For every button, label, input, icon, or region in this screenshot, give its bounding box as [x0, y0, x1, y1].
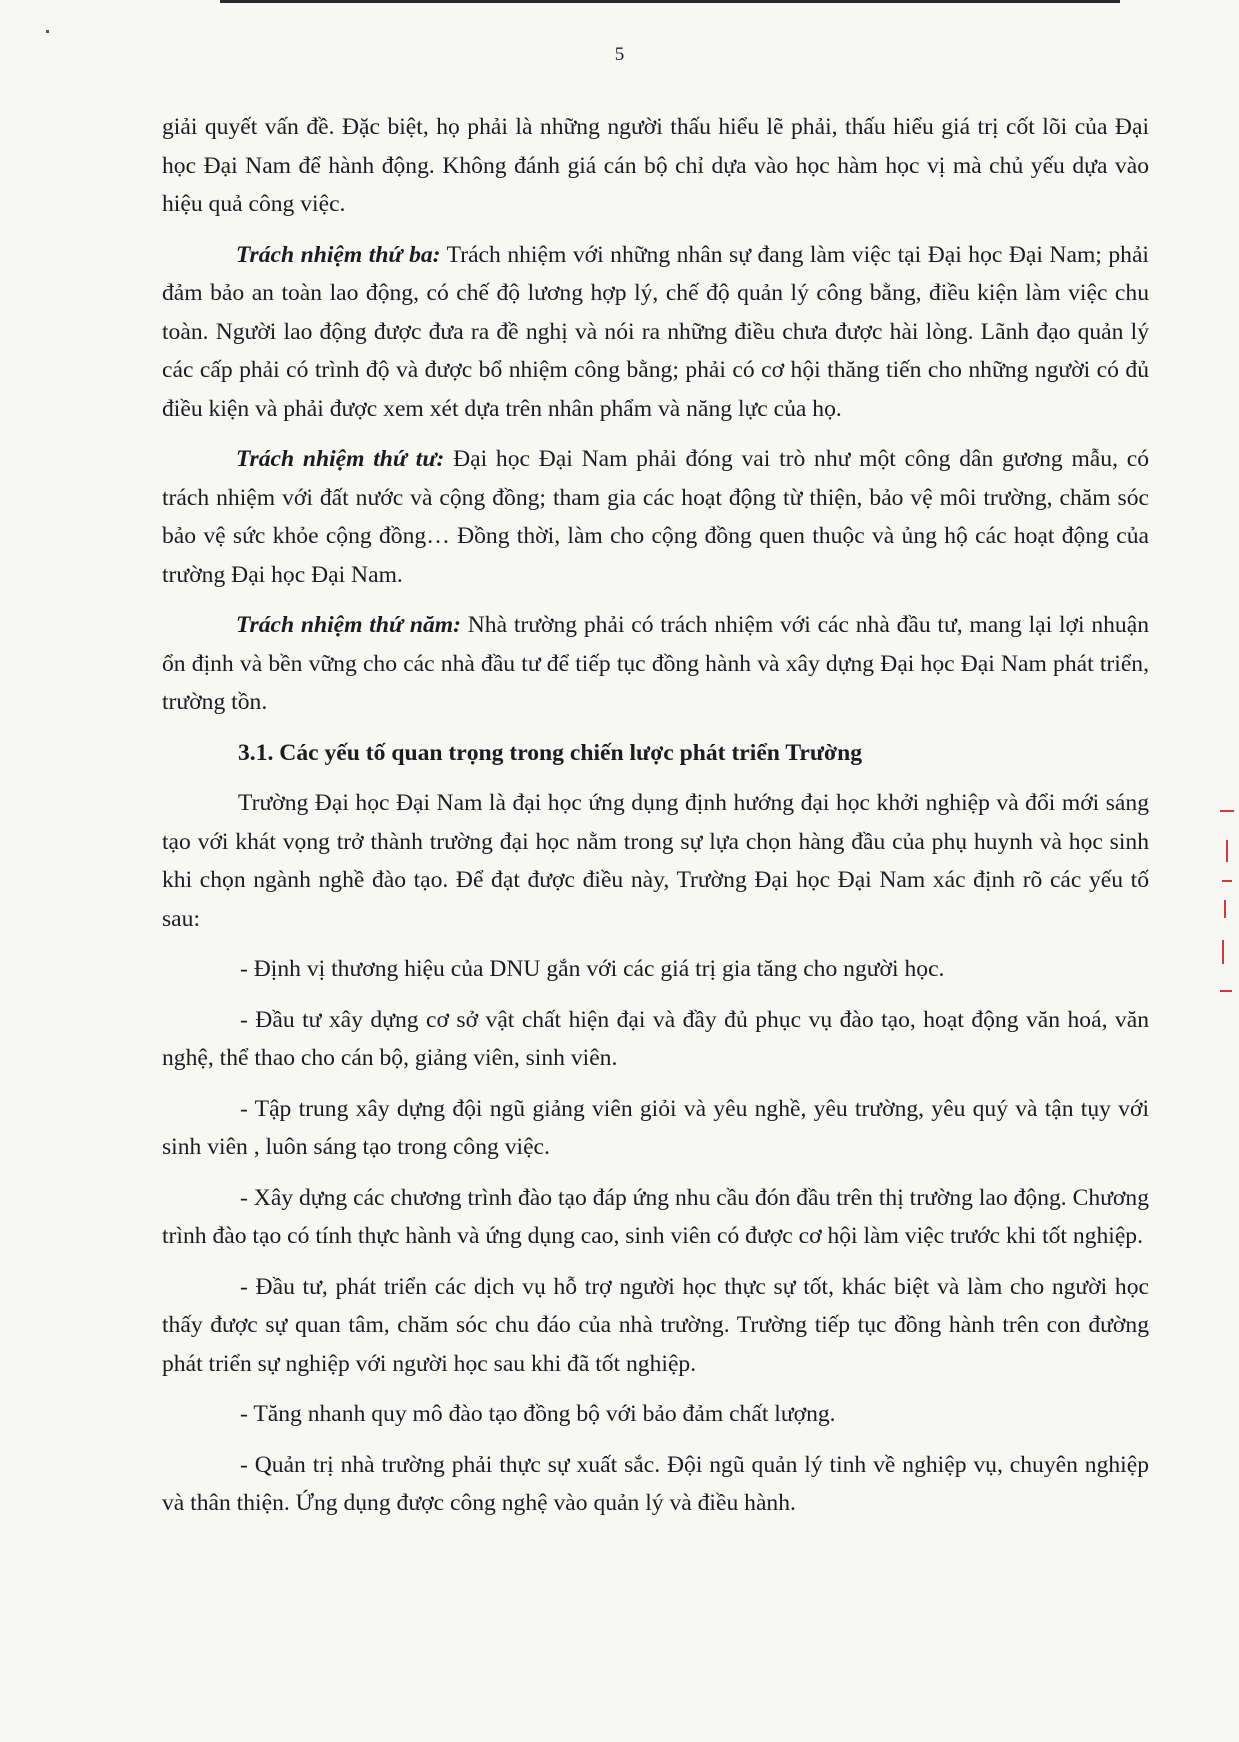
- top-border-line: [220, 0, 1120, 3]
- paragraph-text: Trách nhiệm với những nhân sự đang làm việc tại Đại học Đại Nam; phải đảm bảo an toàn lao động, có chế độ lương hợp lý, chế độ quản lý công bằng, điều kiện làm việc chu toàn. Người lao động được đưa ra đề nghị và nói ra những điều chưa được hài lòng. Lãnh đạo quản lý các cấp phải có trình độ và được bổ nhiệm công bằng; phải có cơ hội thăng tiến cho những người có đủ điều kiện và phải được xem xét dựa trên nhân phẩm và năng lực của họ.: [162, 241, 1149, 422]
- paragraph-lead: Trách nhiệm thứ tư:: [236, 446, 445, 472]
- paragraph-lead: Trách nhiệm thứ năm:: [236, 612, 461, 638]
- section-intro: Trường Đại học Đại Nam là đại học ứng dụng định hướng đại học khởi nghiệp và đổi mới sáng tạo với khát vọng trở thành trường đại học nằm trong sự lựa chọn hàng đầu của phụ huynh và học sinh khi chọn ngành nghề đào tạo. Để đạt được điều này, Trường Đại học Đại Nam xác định rõ các yếu tố sau:: [162, 790, 1149, 932]
- paragraph-text: Nhà trường phải có trách nhiệm với các nhà đầu tư, mang lại lợi nhuận ổn định và bền vững cho các nhà đầu tư để tiếp tục đồng hành và xây dựng Đại học Đại Nam phát triển, trường tồn.: [162, 612, 1149, 715]
- list-item: - Đầu tư xây dựng cơ sở vật chất hiện đại và đầy đủ phục vụ đào tạo, hoạt động văn hoá, văn nghệ, thể thao cho cán bộ, giảng viên, sinh viên.: [162, 1006, 1149, 1071]
- paragraph-responsibility-4: [162, 440, 1149, 594]
- paragraph-text: Đại học Đại Nam phải đóng vai trò như một công dân gương mẫu, có trách nhiệm với đất nước và cộng đồng; tham gia các hoạt động từ thiện, bảo vệ môi trường, chăm sóc bảo vệ sức khỏe cộng đồng… Đồng thời, làm cho cộng đồng quen thuộc và ủng hộ các hoạt động của trường Đại học Đại Nam.: [162, 446, 1149, 588]
- list-item: - Đầu tư, phát triển các dịch vụ hỗ trợ người học thực sự tốt, khác biệt và làm cho người học thấy được sự quan tâm, chăm sóc chu đáo của nhà trường. Trường tiếp tục đồng hành trên con đường phát triển sự nghiệp với người học sau khi đã tốt nghiệp.: [162, 1273, 1149, 1377]
- paragraph-lead: Trách nhiệm thứ ba:: [236, 241, 441, 268]
- paragraph-responsibility-3: [162, 236, 1149, 429]
- paragraph-responsibility-5: [162, 606, 1149, 722]
- list-item: - Xây dựng các chương trình đào tạo đáp ứng nhu cầu đón đầu trên thị trường lao động. Chương trình đào tạo có tính thực hành và ứng dụng cao, sinh viên có được cơ hội làm việc trước khi tốt nghiệp.: [162, 1184, 1149, 1249]
- document-body: [162, 108, 1149, 1523]
- list-item: - Quản trị nhà trường phải thực sự xuất sắc. Đội ngũ quản lý tinh về nghiệp vụ, chuyên nghiệp và thân thiện. Ứng dụng được công nghệ vào quản lý và điều hành.: [162, 1451, 1149, 1516]
- list-item: - Định vị thương hiệu của DNU gắn với các giá trị gia tăng cho người học.: [240, 956, 945, 982]
- red-margin-marks: [1218, 800, 1238, 1220]
- list-item: - Tăng nhanh quy mô đào tạo đồng bộ với bảo đảm chất lượng.: [240, 1401, 836, 1427]
- section-heading: 3.1. Các yếu tố quan trọng trong chiến lược phát triển Trường: [238, 739, 862, 766]
- paragraph-continuation: giải quyết vấn đề. Đặc biệt, họ phải là những người thấu hiểu lẽ phải, thấu hiểu giá trị cốt lõi của Đại học Đại Nam để hành động. Không đánh giá cán bộ chỉ dựa vào học hàm học vị mà chủ yếu dựa vào hiệu quả công việc.: [162, 114, 1149, 217]
- list-item: - Tập trung xây dựng đội ngũ giảng viên giỏi và yêu nghề, yêu trường, yêu quý và tận tụy với sinh viên , luôn sáng tạo trong công việc.: [162, 1095, 1149, 1160]
- scan-speck: [46, 30, 49, 33]
- page-number: 5: [614, 44, 625, 65]
